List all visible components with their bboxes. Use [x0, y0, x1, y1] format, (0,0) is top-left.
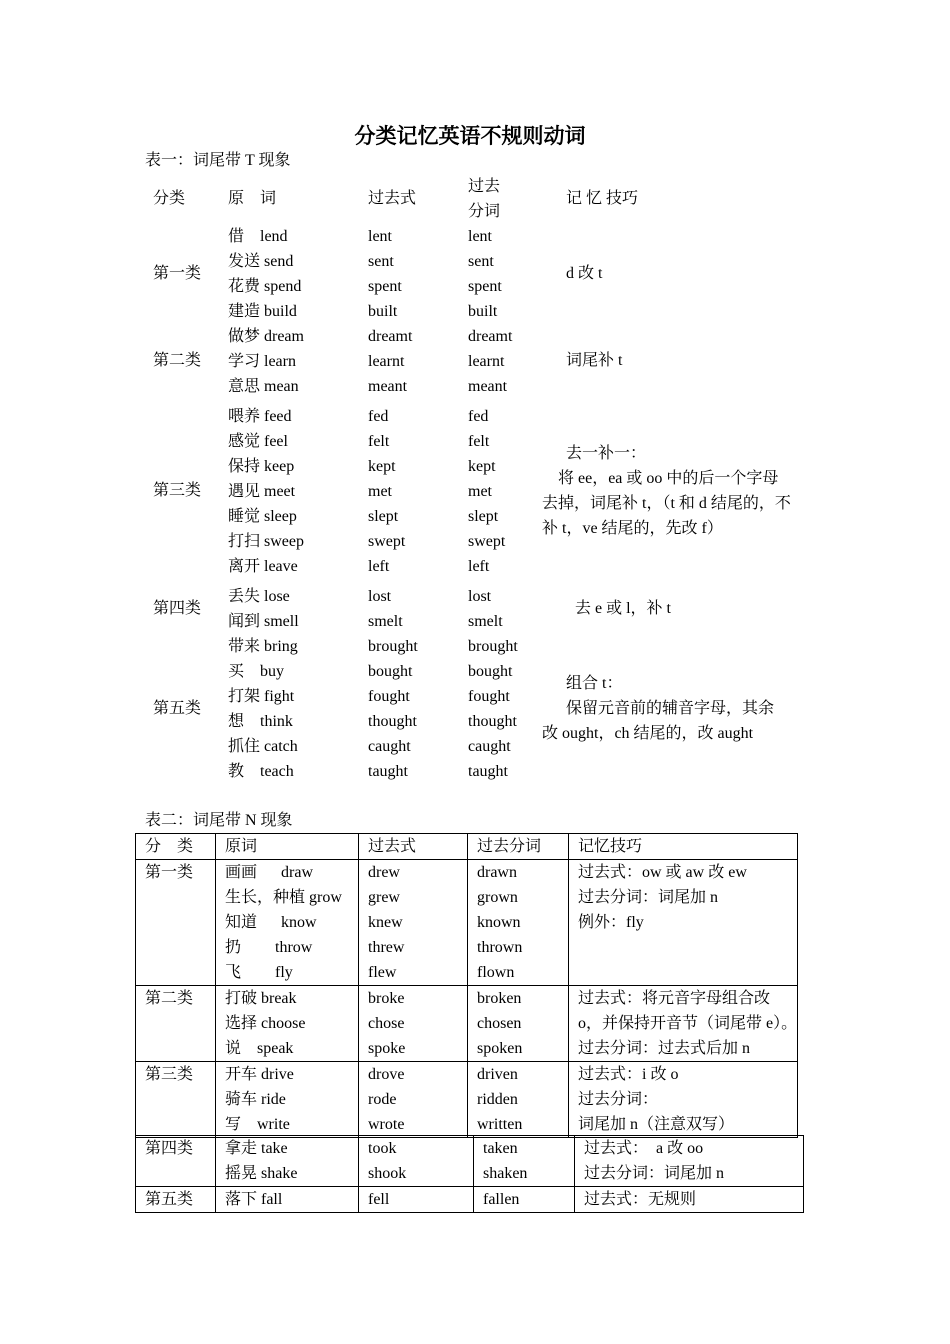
verb-past: slept	[368, 508, 399, 525]
verb-past-participle: fallen	[483, 1191, 520, 1208]
table1-tip: 去掉，词尾补 t，（t 和 d 结尾的，不	[542, 495, 791, 512]
table1-header-past: 过去式	[368, 190, 417, 207]
table2-category: 第一类	[136, 860, 216, 986]
table2-original-cell	[216, 1187, 359, 1213]
verb-original: 开车 drive	[225, 1066, 294, 1083]
table2-caption: 表二：词尾带 N 现象	[145, 812, 293, 829]
table2-tip-cell	[569, 986, 798, 1062]
verb-past-participle: slept	[468, 508, 499, 525]
verb-past-participle: broken	[477, 990, 522, 1007]
verb-past-participle: grown	[477, 889, 518, 906]
table2-category: 第五类	[136, 1187, 216, 1213]
verb-past-participle: taken	[483, 1140, 518, 1157]
table2-past-cell	[359, 1062, 468, 1138]
verb-past: bought	[368, 663, 413, 680]
table2-row	[136, 860, 798, 986]
verb-past: spent	[368, 278, 402, 295]
verb-past-participle: ridden	[477, 1091, 518, 1108]
verb-original: 扔 throw	[225, 939, 313, 956]
table2-pp-cell	[468, 986, 569, 1062]
table2-header-past-participle: 过去分词	[468, 834, 569, 860]
verb-past-participle: fed	[468, 408, 489, 425]
verb-past-participle: taught	[468, 763, 508, 780]
verb-past: kept	[368, 458, 396, 475]
verb-past-participle: chosen	[477, 1015, 522, 1032]
table2-pp-cell	[474, 1136, 575, 1187]
table2-continued	[135, 1135, 804, 1213]
tip-line: o，并保持开音节（词尾带 e）。	[578, 1015, 798, 1032]
tip-line: 过去分词：词尾加 n	[584, 1165, 725, 1182]
tip-line: 过去式：将元音字母组合改	[578, 990, 771, 1007]
table2-past-cell	[359, 1136, 474, 1187]
table2-category: 第二类	[136, 986, 216, 1062]
table2-tip-cell	[575, 1136, 804, 1187]
table1-tip: 补 t，ve 结尾的，先改 f）	[542, 520, 723, 537]
table2-past-cell	[359, 1187, 474, 1213]
verb-past: drove	[368, 1066, 405, 1083]
verb-past: wrote	[368, 1116, 405, 1133]
verb-original: 想 think	[228, 713, 293, 730]
verb-past: thought	[368, 713, 417, 730]
table1-tip: d 改 t	[566, 265, 603, 282]
verb-original: 遇见 meet	[228, 483, 296, 500]
verb-past-participle: felt	[468, 433, 490, 450]
verb-original: 花费 spend	[228, 278, 302, 295]
verb-past-participle: driven	[477, 1066, 518, 1083]
verb-past-participle: spent	[468, 278, 502, 295]
tip-line: 过去分词：词尾加 n	[578, 889, 719, 906]
verb-original: 买 buy	[228, 663, 285, 680]
table1-tip: 将 ee，ea 或 oo 中的后一个字母	[558, 470, 779, 487]
table2-past-cell	[359, 860, 468, 986]
table1-header-category: 分类	[153, 190, 186, 207]
verb-past: left	[368, 558, 390, 575]
table1-category: 第五类	[153, 700, 202, 717]
table2-original-cell	[216, 1136, 359, 1187]
verb-original: 骑车 ride	[225, 1091, 286, 1108]
verb-past-participle: fought	[468, 688, 510, 705]
verb-past-participle: drawn	[477, 864, 517, 881]
verb-past: swept	[368, 533, 406, 550]
verb-original: 闻到 smell	[228, 613, 299, 630]
verb-past: threw	[368, 939, 405, 956]
verb-past-participle: sent	[468, 253, 494, 270]
table1-category: 第一类	[153, 265, 202, 282]
verb-past: smelt	[368, 613, 403, 630]
tip-line: 过去分词：过去式后加 n	[578, 1040, 751, 1057]
verb-past-participle: built	[468, 303, 498, 320]
verb-original: 离开 leave	[228, 558, 298, 575]
table1-tip: 组合 t：	[566, 675, 623, 692]
table2-past-cell	[359, 986, 468, 1062]
verb-original: 说 speak	[225, 1040, 294, 1057]
verb-original: 保持 keep	[228, 458, 295, 475]
table1-tip: 词尾补 t	[566, 352, 623, 369]
verb-original: 画画 draw	[225, 864, 313, 881]
table2-tip-cell	[569, 860, 798, 986]
table2-original-cell	[216, 986, 359, 1062]
table2-pp-cell	[468, 1062, 569, 1138]
verb-past-participle: meant	[468, 378, 508, 395]
table1-tip: 改 ought，ch 结尾的，改 aught	[542, 725, 754, 742]
tip-line: 过去式：i 改 o	[578, 1066, 679, 1083]
page-title: 分类记忆英语不规则动词	[354, 124, 586, 148]
table2-row	[136, 986, 798, 1062]
verb-past: built	[368, 303, 398, 320]
verb-past-participle: thought	[468, 713, 517, 730]
table2-header-row	[136, 834, 798, 860]
table1-tip: 去 e 或 l，补 t	[575, 600, 671, 617]
verb-past: spoke	[368, 1040, 406, 1057]
table2-header-past: 过去式	[359, 834, 468, 860]
verb-past-participle: smelt	[468, 613, 503, 630]
verb-original: 生长，种植 grow	[225, 889, 342, 906]
verb-original: 拿走 take	[225, 1140, 288, 1157]
table2-pp-cell	[468, 860, 569, 986]
verb-original: 教 teach	[228, 763, 294, 780]
verb-past: took	[368, 1140, 397, 1157]
verb-past: met	[368, 483, 392, 500]
table2-tip-cell	[575, 1187, 804, 1213]
tip-line: 过去式：无规则	[584, 1191, 697, 1208]
verb-original: 借 lend	[228, 228, 288, 245]
verb-past: learnt	[368, 353, 405, 370]
verb-past: drew	[368, 864, 400, 881]
verb-past-participle: lent	[468, 228, 492, 245]
tip-line: 过去分词：	[578, 1091, 659, 1108]
verb-original: 打扫 sweep	[228, 533, 304, 550]
verb-original: 丢失 lose	[228, 588, 290, 605]
table2-category: 第三类	[136, 1062, 216, 1138]
verb-past-participle: kept	[468, 458, 496, 475]
verb-past-participle: caught	[468, 738, 511, 755]
verb-original: 感觉 feel	[228, 433, 288, 450]
verb-original: 落下 fall	[225, 1191, 283, 1208]
table2-original-cell	[216, 860, 359, 986]
table2-row	[136, 1062, 798, 1138]
verb-original: 选择 choose	[225, 1015, 306, 1032]
verb-past: meant	[368, 378, 408, 395]
table2-row	[136, 1136, 804, 1187]
verb-original: 飞 fly	[225, 964, 293, 981]
verb-past-participle: spoken	[477, 1040, 523, 1057]
verb-original: 建造 build	[228, 303, 297, 320]
verb-past: rode	[368, 1091, 397, 1108]
table1-header-pp-line1: 过去	[468, 178, 501, 195]
table1-category: 第四类	[153, 600, 202, 617]
table1-category: 第三类	[153, 482, 202, 499]
verb-past-participle: thrown	[477, 939, 523, 956]
table1-header-tip: 记 忆 技巧	[566, 190, 639, 207]
verb-past-participle: written	[477, 1116, 523, 1133]
verb-original: 喂养 feed	[228, 408, 292, 425]
tip-line: 过去式： a 改 oo	[584, 1140, 704, 1157]
verb-original: 打破 break	[225, 990, 297, 1007]
verb-original: 意思 mean	[228, 378, 299, 395]
verb-past-participle: bought	[468, 663, 513, 680]
verb-past: brought	[368, 638, 418, 655]
verb-past-participle: shaken	[483, 1165, 528, 1182]
table1-header-original: 原 词	[228, 190, 277, 207]
table1-header-pp-line2: 分词	[468, 203, 501, 220]
verb-past: flew	[368, 964, 397, 981]
table1-tip: 保留元音前的辅音字母，其余	[566, 700, 775, 717]
verb-original: 做梦 dream	[228, 328, 304, 345]
verb-past: lost	[368, 588, 392, 605]
table2-category: 第四类	[136, 1136, 216, 1187]
tip-line: 例外：fly	[578, 914, 644, 931]
verb-original: 打架 fight	[228, 688, 295, 705]
table2	[135, 833, 798, 1138]
verb-original: 知道 know	[225, 914, 317, 931]
verb-past-participle: left	[468, 558, 490, 575]
verb-past: shook	[368, 1165, 407, 1182]
table2-row	[136, 1187, 804, 1213]
table1-caption: 表一：词尾带 T 现象	[145, 152, 291, 169]
verb-original: 抓住 catch	[228, 738, 298, 755]
table2-tip-cell	[569, 1062, 798, 1138]
verb-past: caught	[368, 738, 411, 755]
verb-past: felt	[368, 433, 390, 450]
table2-header-original: 原词	[216, 834, 359, 860]
verb-past: taught	[368, 763, 408, 780]
verb-past: fed	[368, 408, 389, 425]
tip-line: 词尾加 n（注意双写）	[578, 1116, 735, 1133]
verb-past: chose	[368, 1015, 405, 1032]
verb-past: broke	[368, 990, 405, 1007]
verb-original: 摇晃 shake	[225, 1165, 298, 1182]
verb-original: 写 write	[225, 1116, 290, 1133]
verb-past-participle: lost	[468, 588, 492, 605]
verb-past: grew	[368, 889, 400, 906]
verb-original: 睡觉 sleep	[228, 508, 297, 525]
verb-past-participle: dreamt	[468, 328, 513, 345]
table2-original-cell	[216, 1062, 359, 1138]
verb-past: knew	[368, 914, 403, 931]
verb-original: 学习 learn	[228, 353, 296, 370]
verb-past-participle: flown	[477, 964, 515, 981]
table1-category: 第二类	[153, 352, 202, 369]
verb-past: fought	[368, 688, 410, 705]
verb-past: fell	[368, 1191, 390, 1208]
table2-header-category: 分 类	[136, 834, 216, 860]
verb-past: lent	[368, 228, 392, 245]
verb-past-participle: swept	[468, 533, 506, 550]
verb-past-participle: brought	[468, 638, 518, 655]
verb-past: sent	[368, 253, 394, 270]
verb-past-participle: learnt	[468, 353, 505, 370]
verb-original: 发送 send	[228, 253, 294, 270]
table2-pp-cell	[474, 1187, 575, 1213]
verb-past-participle: known	[477, 914, 521, 931]
verb-past: dreamt	[368, 328, 413, 345]
tip-line: 过去式：ow 或 aw 改 ew	[578, 864, 747, 881]
verb-past-participle: met	[468, 483, 492, 500]
verb-original: 带来 bring	[228, 638, 298, 655]
table1-tip: 去一补一：	[566, 445, 647, 462]
table2-header-tip: 记忆技巧	[569, 834, 798, 860]
